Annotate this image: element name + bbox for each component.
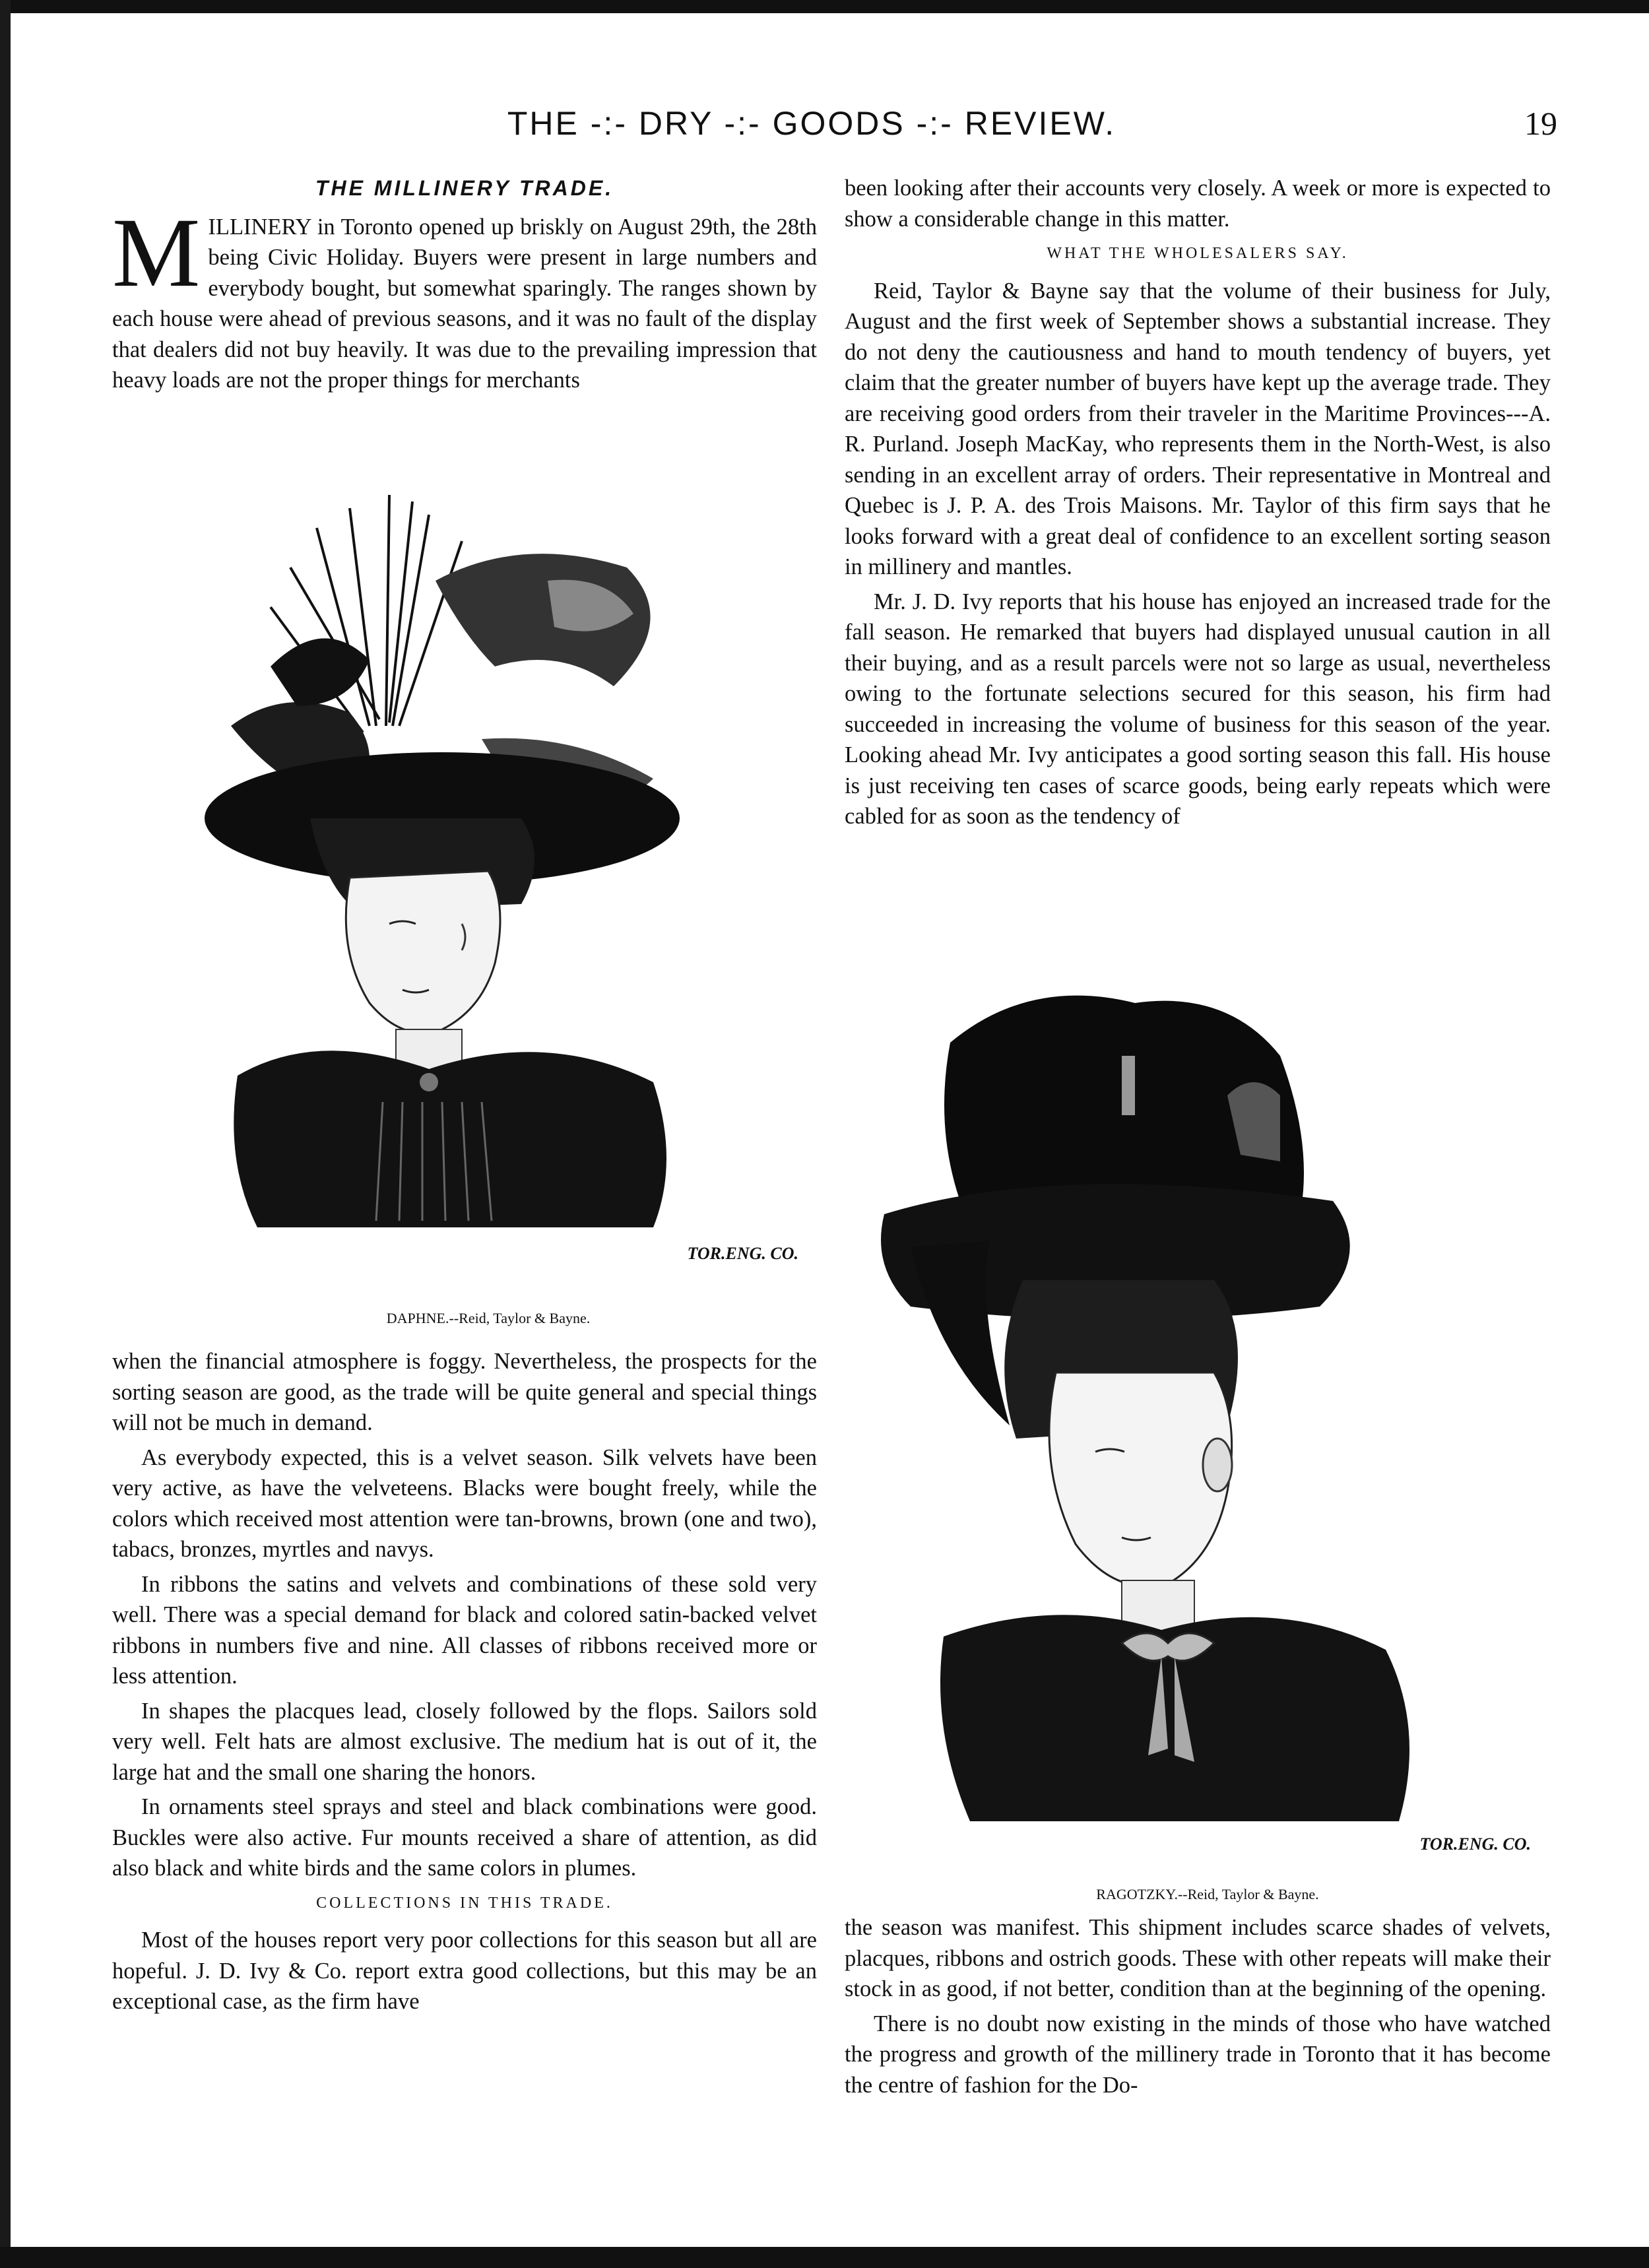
paragraph: the season was manifest. This shipment includes scarce shades of velvets, placques, ribbons and ostrich goods. These with other repeats will make their stock in as good, if not better, condition than at the beginning of the opening. — [845, 1915, 1551, 2001]
engraver-mark: TOR.ENG. CO. — [687, 1244, 798, 1263]
paragraph: As everybody expected, this is a velvet season. Silk velvets have been very active, as have the velveteens. Blacks were bought freely, while the colors which received most attention were tan-browns, brown (one and two), tabacs, bronzes, myrtles and navys. — [112, 1444, 817, 1562]
journal-title: THE -:- DRY -:- GOODS -:- REVIEW. — [507, 105, 1116, 142]
right-column-top — [845, 173, 1551, 836]
illustration-daphne-hat — [152, 449, 818, 1293]
intro-paragraph — [112, 197, 817, 396]
scan-border-top — [0, 0, 1649, 13]
page-number: 19 — [1524, 105, 1557, 142]
figure-caption-right: RAGOTZKY.--Reid, Taylor & Bayne. — [1096, 1886, 1319, 1902]
figure-caption-left: DAPHNE.--Reid, Taylor & Bayne. — [386, 1310, 591, 1326]
scan-border-bottom — [0, 2247, 1649, 2268]
right-column-bottom — [845, 1912, 1551, 2104]
article-heading: THE MILLINERY TRADE. — [315, 176, 614, 200]
paragraph: In shapes the placques lead, closely followed by the flops. Sailors sold very well. Felt hats are almost exclusive. The medium hat is out of it, the large hat and the small one sharing the honors. — [112, 1698, 817, 1785]
section-subheading: WHAT THE WHOLESALERS SAY. — [1047, 245, 1349, 262]
intro-text: ILLINERY in Toronto opened up briskly on August 29th, the 28th being Civic Holiday. Buyers were present in large numbers and everybody bought, but somewhat sparingly. The ranges shown by each house were ahead of previous seasons, and it was no fault of the display that dealers did not buy heavily. It was due to the prevailing impression that heavy loads are not the proper things for merchants — [112, 214, 817, 393]
left-column-bottom — [112, 1346, 817, 2021]
section-subheading: COLLECTIONS IN THIS TRADE. — [316, 1894, 613, 1912]
paragraph: been looking after their accounts very closely. A week or more is expected to show a considerable change in this matter. — [845, 176, 1551, 232]
paragraph: Mr. J. D. Ivy reports that his house has enjoyed an increased trade for the fall season. He remarked that buyers had displayed unusual caution in all their buying, and as a result parcels were not so large as usual, nevertheless owing to the fortunate selections secured for this season, his firm had succeeded in increasing the volume of business for this season of the year. Looking ahead Mr. Ivy anticipates a good sorting season this fall. His house is just receiving ten cases of scarce goods, being early repeats which were cabled for as soon as the tendency of — [845, 589, 1551, 829]
scan-border-left — [0, 0, 11, 2268]
engraver-mark: TOR.ENG. CO. — [1419, 1834, 1531, 1854]
left-column-top — [112, 173, 817, 400]
paragraph: In ornaments steel sprays and steel and black combinations were good. Buckles were also active. Fur mounts received a share of attention, as did also black and white birds and the same colors in plumes. — [112, 1794, 817, 1881]
paragraph: Reid, Taylor & Bayne say that the volume of their business for July, August and the first week of September shows a substantial increase. They do not deny the cautiousness and hand to mouth tendency of buyers, yet claim that the greater number of buyers have kept up the average trade. They are receiving good orders from their traveler in the Maritime Provinces---A. R. Purland. Joseph MacKay, who represents them in the North-West, is also sending in an excellent array of orders. Their representative in Montreal and Quebec is J. P. A. des Trois Maisons. Mr. Taylor of this firm says that he looks forward with a great deal of confidence to an excellent sorting season in millinery and mantles. — [845, 278, 1551, 579]
drop-cap: M — [112, 197, 201, 308]
paragraph: when the financial atmosphere is foggy. Nevertheless, the prospects for the sorting season are good, as the trade will be quite general and special things will not be much in demand. — [112, 1349, 817, 1435]
paragraph: In ribbons the satins and velvets and combinations of these sold very well. There was a special demand for black and colored satin-backed velvet ribbons in numbers five and nine. All classes of ribbons received more or less attention. — [112, 1571, 817, 1689]
illustration-ragotzky-hat — [858, 963, 1557, 1874]
page-header — [66, 104, 1557, 157]
paragraph: Most of the houses report very poor collections for this season but all are hopeful. J. D. Ivy & Co. report extra good collections, but this may be an exceptional case, as the firm have — [112, 1928, 817, 2014]
paragraph: There is no doubt now existing in the minds of those who have watched the progress and growth of the millinery trade in Toronto that it has become the centre of fashion for the Do- — [845, 2011, 1551, 2098]
